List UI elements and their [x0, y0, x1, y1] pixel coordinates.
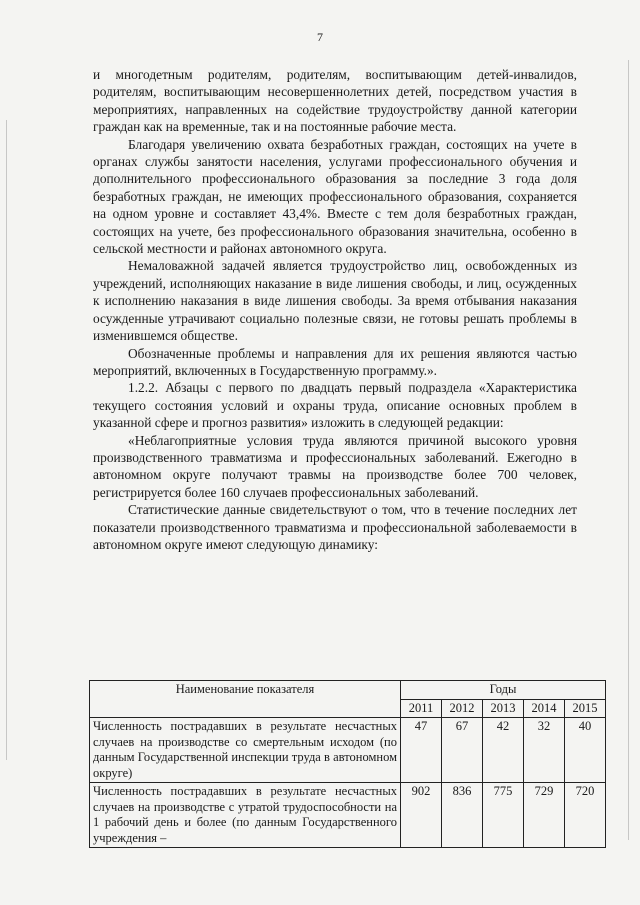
scan-edge-left: [6, 120, 7, 760]
paragraph-5: 1.2.2. Абзацы с первого по двадцать первый подраздела «Характеристика текущего состояния условий и охраны труда, описание основных проблем в указанной сфере и прогноз развития» изложить в следующей редакции:: [93, 380, 577, 431]
row-value: 836: [442, 783, 483, 848]
page-number: 7: [317, 30, 323, 44]
row-value: 67: [442, 718, 483, 783]
paragraph-2: Благодаря увеличению охвата безработных граждан, состоящих на учете в органах службы занятости населения, услугами профессионального обучения и дополнительного профессионального образования за последние 3 года доля безработных граждан, не имеющих профессионального образования, сохраняется на одном уровне и составляет 43,4%. Вместе с тем доля безработных граждан, состоящих на учете, без профессионального образования значительна, особенно в сельской местности и районах автономного округа.: [93, 136, 577, 257]
row-value: 902: [401, 783, 442, 848]
scan-edge-right: [628, 60, 629, 840]
row-name: Численность пострадавших в результате несчастных случаев на производстве со смертельным исходом (по данным Государственной инспекции труда в автономном округе): [90, 718, 401, 783]
paragraph-3: Немаловажной задачей является трудоустройство лиц, освобожденных из учреждений, исполняющих наказание в виде лишения свободы, и лиц, осужденных к исполнению наказания в виде лишения свободы. За время отбывания наказания осужденные утрачивают социально полезные связи, не готовы решать проблемы в изменившемся обществе.: [93, 258, 577, 344]
row-value: 42: [483, 718, 524, 783]
paragraph-1: и многодетным родителям, родителям, воспитывающим детей-инвалидов, родителям, воспитывающим несовершеннолетних детей, посредством участия в мероприятиях, направленных на содействие трудоустройству данной категории граждан как на временные, так и на постоянные рабочие места.: [93, 67, 577, 135]
paragraph-4: Обозначенные проблемы и направления для их решения являются частью мероприятий, включенных в Государственную программу.».: [93, 345, 577, 378]
header-years: Годы: [401, 681, 606, 700]
table-row: [90, 718, 606, 783]
row-name: Численность пострадавших в результате несчастных случаев на производстве с утратой трудоспособности на 1 рабочий день и более (по данным Государственного учреждения –: [90, 783, 401, 848]
row-value: 720: [565, 783, 606, 848]
year-cell: 2011: [401, 699, 442, 718]
year-cell: 2015: [565, 699, 606, 718]
row-value: 47: [401, 718, 442, 783]
statistics-table: [89, 680, 606, 848]
year-cell: 2014: [524, 699, 565, 718]
table-row: [90, 783, 606, 848]
row-value: 40: [565, 718, 606, 783]
year-cell: 2012: [442, 699, 483, 718]
row-value: 32: [524, 718, 565, 783]
row-value: 775: [483, 783, 524, 848]
header-indicator-name: Наименование показателя: [90, 681, 401, 718]
year-cell: 2013: [483, 699, 524, 718]
paragraph-7: Статистические данные свидетельствуют о том, что в течение последних лет показатели производственного травматизма и профессиональной заболеваемости в автономном округе имеют следующую динамику:: [93, 502, 577, 552]
row-value: 729: [524, 783, 565, 848]
body-text: [93, 66, 577, 553]
table-header-row: [90, 681, 606, 700]
paragraph-6: «Неблагоприятные условия труда являются причиной высокого уровня производственного травматизма и профессиональных заболеваний. Ежегодно в автономном округе получают травмы на производстве более 700 человек, регистрируется более 160 случаев профессиональных заболеваний.: [93, 432, 577, 500]
